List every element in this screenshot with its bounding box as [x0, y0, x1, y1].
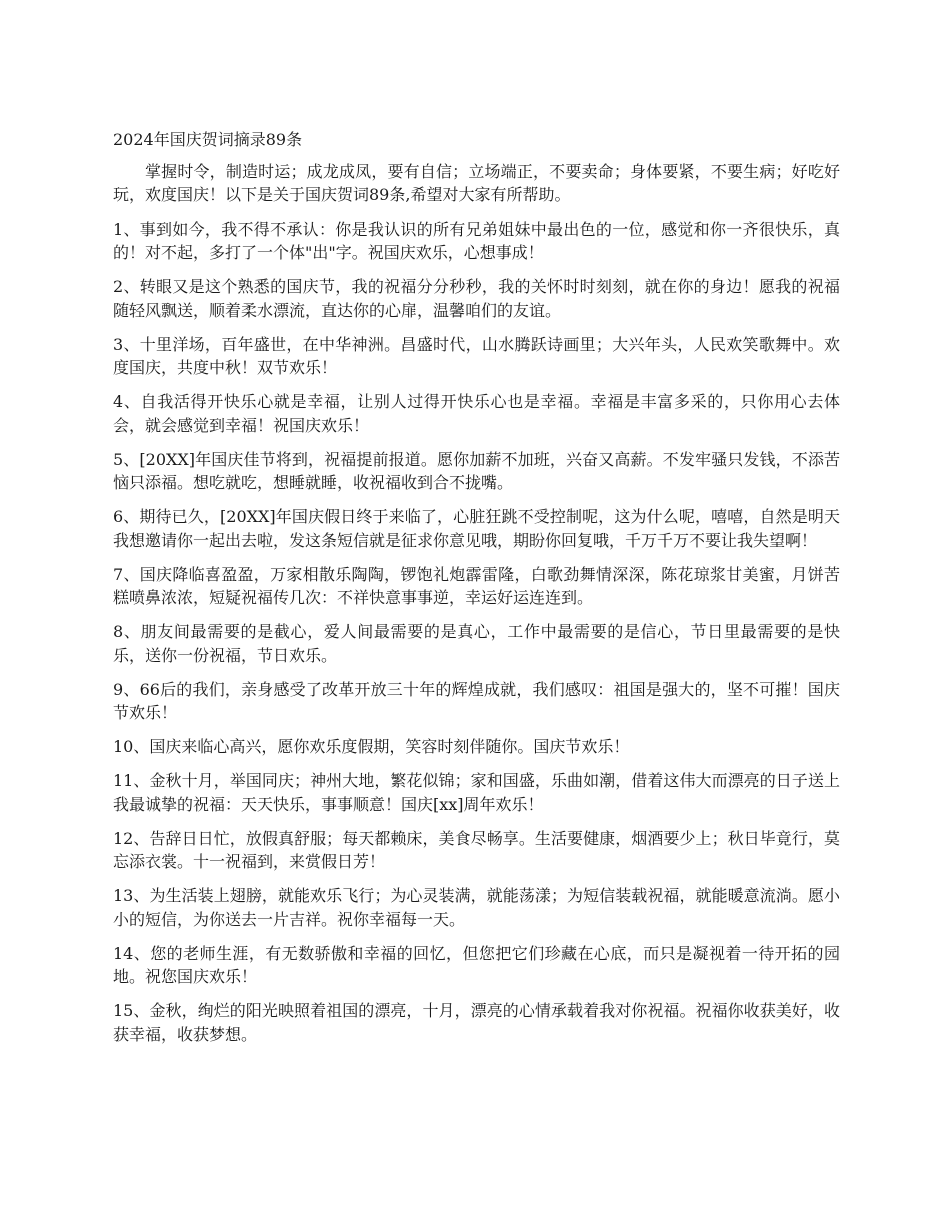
greeting-item-7: 7、国庆降临喜盈盈，万家相散乐陶陶，锣饱礼炮霹雷隆，白歌劲舞情深深，陈花琼浆甘美蜜，月饼苦糕喷鼻浓浓，短疑祝福传几次：不祥快意事事逆，幸运好运连连到。	[113, 564, 840, 607]
greeting-item-8: 8、朋友间最需要的是截心，爱人间最需要的是真心，工作中最需要的是信心，节日里最需要的是快乐，送你一份祝福，节日欢乐。	[113, 622, 840, 665]
greeting-item-4: 4、自我活得开快乐心就是幸福，让别人过得开快乐心也是幸福。幸福是丰富多采的，只你用心去体会，就会感觉到幸福！祝国庆欢乐！	[113, 392, 840, 435]
greeting-item-15: 15、金秋，绚烂的阳光映照着祖国的漂亮，十月，漂亮的心情承载着我对你祝福。祝福你收获美好，收获幸福，收获梦想。	[113, 1001, 840, 1044]
greeting-item-5: 5、[20XX]年国庆佳节将到，祝福提前报道。愿你加薪不加班，兴奋又高薪。不发牢骚只发钱，不添苦恼只添福。想吃就吃，想睡就睡，收祝福收到合不拢嘴。	[113, 449, 840, 492]
greeting-item-11: 11、金秋十月，举国同庆；神州大地，繁花似锦；家和国盛，乐曲如潮，借着这伟大而漂亮的日子送上我最诚挚的祝福：天天快乐，事事顺意！国庆[xx]周年欢乐！	[113, 771, 840, 814]
greeting-item-3: 3、十里洋场，百年盛世，在中华神洲。昌盛时代，山水腾跃诗画里；大兴年头，人民欢笑歌舞中。欢度国庆，共度中秋！双节欢乐！	[113, 334, 840, 377]
document-title: 2024年国庆贺词摘录89条	[113, 130, 303, 149]
greeting-item-14: 14、您的老师生涯，有无数骄傲和幸福的回忆，但您把它们珍藏在心底，而只是凝视着一待开拓的园地。祝您国庆欢乐！	[113, 943, 840, 986]
greeting-item-13: 13、为生活装上翅膀，就能欢乐飞行；为心灵装满，就能荡漾；为短信装载祝福，就能暖意流淌。愿小小的短信，为你送去一片吉祥。祝你幸福每一天。	[113, 886, 840, 929]
greeting-item-1: 1、事到如今，我不得不承认：你是我认识的所有兄弟姐妹中最出色的一位，感觉和你一齐很快乐，真的！对不起，多打了一个体"出"字。祝国庆欢乐，心想事成！	[113, 219, 840, 262]
intro-paragraph: 掌握时令，制造时运；成龙成凤，要有自信；立场端正，不要卖命；身体要紧，不要生病；好吃好玩，欢度国庆！以下是关于国庆贺词89条,希望对大家有所帮助。	[113, 161, 840, 204]
greeting-item-10: 10、国庆来临心高兴，愿你欢乐度假期，笑容时刻伴随你。国庆节欢乐！	[113, 737, 630, 756]
greeting-item-6: 6、期待已久，[20XX]年国庆假日终于来临了，心脏狂跳不受控制呢，这为什么呢，嘻嘻，自然是明天我想邀请你一起出去啦，发这条短信就是征求你意见哦，期盼你回复哦，千万千万不要让我失望啊！	[113, 507, 840, 550]
document-page	[113, 128, 840, 1057]
greeting-item-2: 2、转眼又是这个熟悉的国庆节，我的祝福分分秒秒，我的关怀时时刻刻，就在你的身边！愿我的祝福随轻风飘送，顺着柔水漂流，直达你的心扉，温馨咱们的友谊。	[113, 277, 840, 320]
greeting-item-9: 9、66后的我们，亲身感受了改革开放三十年的辉煌成就，我们感叹：祖国是强大的，坚不可摧！国庆节欢乐！	[113, 679, 840, 722]
greeting-item-12: 12、告辞日日忙，放假真舒服；每天都赖床，美食尽畅享。生活要健康，烟酒要少上；秋日毕竟行，莫忘添衣裳。十一祝福到，来赏假日芳！	[113, 828, 840, 871]
